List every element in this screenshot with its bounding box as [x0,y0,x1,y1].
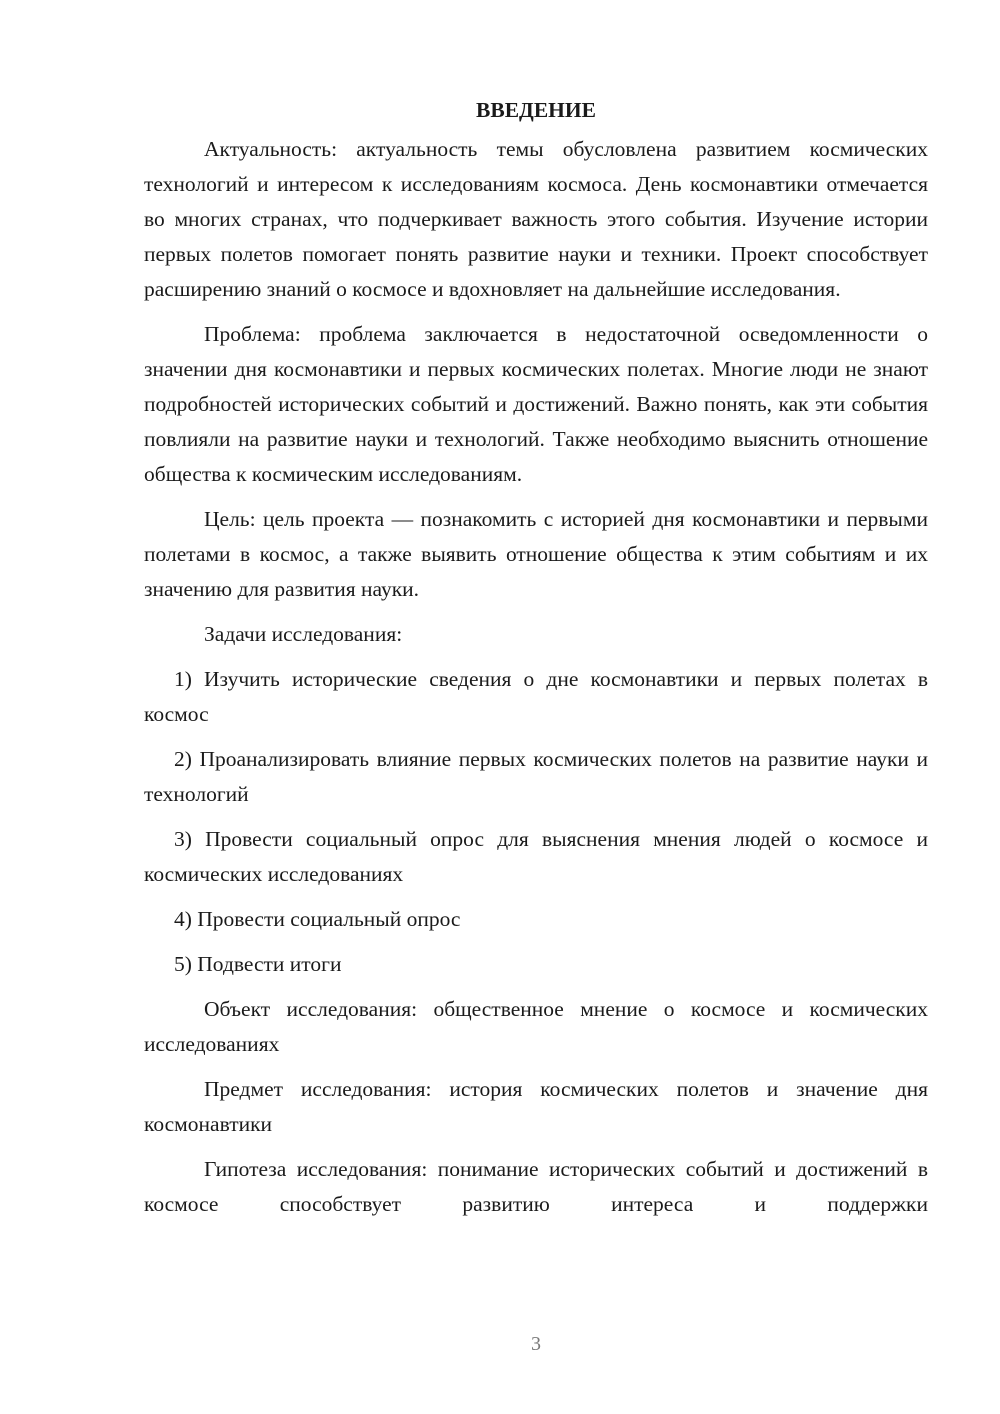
task-item-5: 5) Подвести итоги [174,952,342,976]
problem-paragraph: Проблема: проблема заключается в недостаточной осведомленности о значении дня космонавтики и первых космических полетах. Многие люди не знают подробностей исторических событий и достижений. Важно понять, как эти события повлияли на развитие науки и технологий. Также необходимо выяснить отношение общества к космическим исследованиям. [144,322,928,486]
hypothesis-paragraph: Гипотеза исследования: понимание исторических событий и достижений в космосе способствует развитию интереса и поддержки [144,1157,928,1216]
task-item-1: 1) Изучить исторические сведения о дне космонавтики и первых полетах в космос [144,667,928,726]
object-paragraph: Объект исследования: общественное мнение о космосе и космических исследованиях [144,997,928,1056]
tasks-title: Задачи исследования: [204,622,403,646]
task-item-4: 4) Провести социальный опрос [174,907,461,931]
subject-paragraph: Предмет исследования: история космических полетов и значение дня космонавтики [144,1077,928,1136]
section-heading: ВВЕДЕНИЕ [476,98,596,122]
relevance-paragraph: Актуальность: актуальность темы обусловлена развитием космических технологий и интересом к исследованиям космоса. День космонавтики отмечается во многих странах, что подчеркивает важность этого события. Изучение истории первых полетов помогает понять развитие науки и техники. Проект способствует расширению знаний о космосе и вдохновляет на дальнейшие исследования. [144,137,928,301]
page-content [144,92,928,1222]
task-item-3: 3) Провести социальный опрос для выяснения мнения людей о космосе и космических исследованиях [144,827,928,886]
task-item-2: 2) Проанализировать влияние первых космических полетов на развитие науки и технологий [144,747,928,806]
page-number: 3 [531,1333,541,1355]
goal-paragraph: Цель: цель проекта — познакомить с историей дня космонавтики и первыми полетами в космос, а также выявить отношение общества к этим событиям и их значению для развития науки. [144,507,928,601]
